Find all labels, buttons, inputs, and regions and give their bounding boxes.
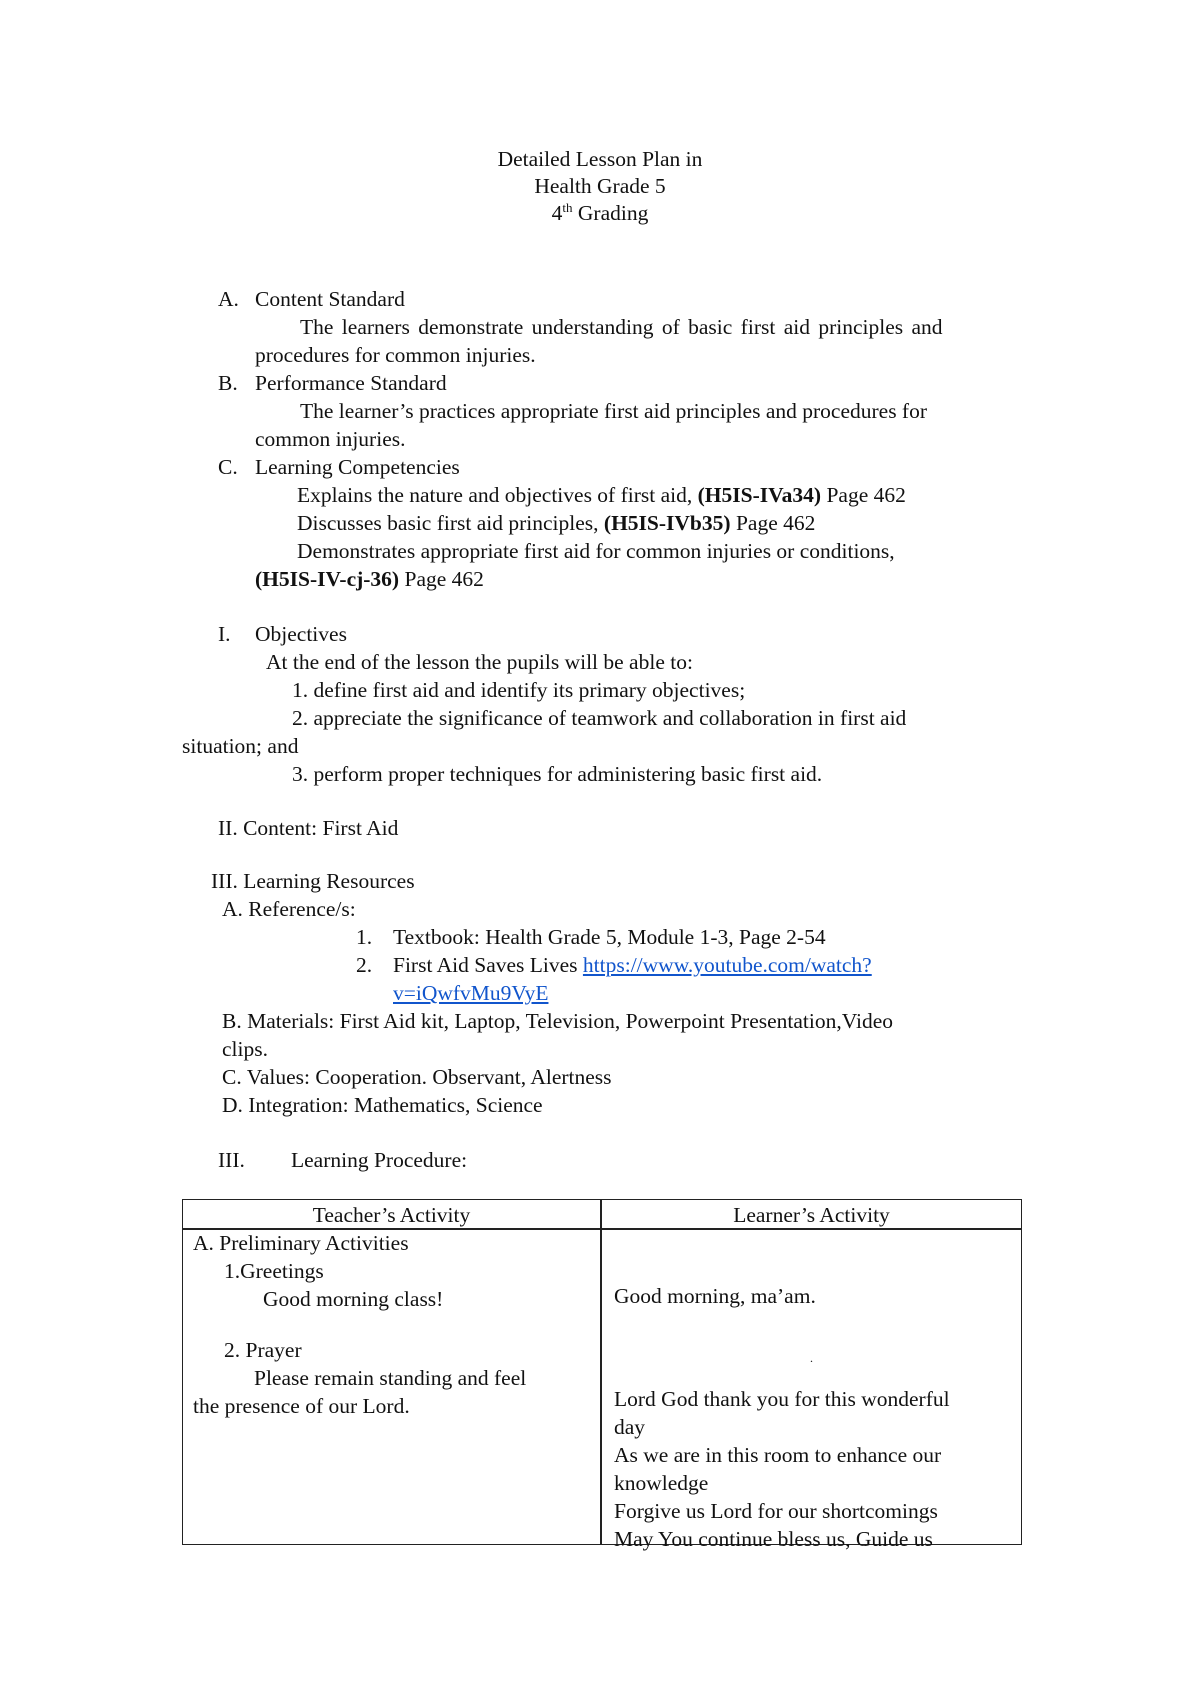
competency-3-page: Page 462	[399, 567, 484, 591]
resources-title: III. Learning Resources	[211, 869, 415, 893]
teacher-prayer-text-1: Please remain standing and feel	[254, 1366, 527, 1390]
competency-1-text: Explains the nature and objectives of first aid,	[297, 483, 698, 507]
competency-1-page: Page 462	[821, 483, 906, 507]
objective-item-2b: situation; and	[182, 734, 299, 758]
grading-word: Grading	[572, 201, 649, 225]
competency-1-code: (H5IS-IVa34)	[697, 483, 822, 507]
learner-greeting: Good morning, ma’am.	[614, 1284, 816, 1308]
std-b-text-1: The learner’s practices appropriate first aid principles and procedures for	[300, 399, 928, 423]
std-b-letter: B.	[218, 371, 238, 395]
objective-item-1: 1. define first aid and identify its primary objectives;	[292, 678, 746, 702]
learner-prayer-1: Lord God thank you for this wonderful	[614, 1387, 950, 1411]
competency-2-code: (H5IS-IVb35)	[603, 511, 731, 535]
reference-1-num: 1.	[356, 925, 373, 949]
youtube-link-continued[interactable]: v=iQwfvMu9VyE	[393, 981, 549, 1005]
competency-3-text: Demonstrates appropriate first aid for common injuries or conditions,	[297, 539, 895, 563]
learner-stray-dot: .	[810, 1351, 813, 1365]
competency-3-ref	[255, 569, 484, 591]
table-header-teacher: Teacher’s Activity	[312, 1203, 471, 1227]
std-b-text-2: common injuries.	[255, 427, 406, 451]
teacher-prayer-text-2: the presence of our Lord.	[193, 1394, 410, 1418]
competency-2-page: Page 462	[730, 511, 816, 535]
std-c-letter: C.	[218, 455, 238, 479]
competency-3-code: (H5IS-IV-cj-36)	[255, 567, 400, 591]
doc-title-line2: Health Grade 5	[534, 174, 666, 198]
learner-prayer-3: As we are in this room to enhance our	[614, 1443, 942, 1467]
objectives-numeral: I.	[218, 622, 231, 646]
std-a-text-1: The learners demonstrate understanding of basic first aid principles and	[300, 315, 943, 339]
grading-number: 4	[551, 201, 563, 225]
teacher-prelim: A. Preliminary Activities	[193, 1231, 409, 1255]
procedure-numeral: III.	[218, 1148, 245, 1172]
teacher-greeting-text: Good morning class!	[263, 1287, 444, 1311]
competency-2	[297, 513, 815, 535]
learner-prayer-4: knowledge	[614, 1471, 709, 1495]
table-header-learner: Learner’s Activity	[733, 1203, 890, 1227]
materials-line-1: B. Materials: First Aid kit, Laptop, Television, Powerpoint Presentation,Video	[222, 1009, 894, 1033]
std-b-title: Performance Standard	[255, 371, 447, 395]
objective-item-3: 3. perform proper techniques for administering basic first aid.	[292, 762, 823, 786]
std-c-title: Learning Competencies	[255, 455, 460, 479]
objectives-intro: At the end of the lesson the pupils will be able to:	[266, 650, 693, 674]
learner-prayer-6: May You continue bless us, Guide us	[614, 1527, 933, 1551]
std-a-letter: A.	[218, 287, 239, 311]
doc-title-line1: Detailed Lesson Plan in	[497, 147, 703, 171]
table-header-divider	[182, 1228, 1022, 1230]
teacher-greeting-title: 1.Greetings	[224, 1259, 324, 1283]
procedure-title: Learning Procedure:	[291, 1148, 468, 1172]
table-column-divider	[600, 1199, 602, 1545]
reference-1-text: Textbook: Health Grade 5, Module 1-3, Page 2-54	[393, 925, 826, 949]
youtube-link[interactable]: https://www.youtube.com/watch?	[582, 953, 872, 977]
objective-item-2a: 2. appreciate the significance of teamwork and collaboration in first aid	[292, 706, 907, 730]
reference-title: A. Reference/s:	[222, 897, 356, 921]
competency-1	[297, 485, 906, 507]
reference-2-num: 2.	[356, 953, 373, 977]
learner-prayer-5: Forgive us Lord for our shortcomings	[614, 1499, 938, 1523]
teacher-prayer-title: 2. Prayer	[224, 1338, 302, 1362]
competency-2-text: Discusses basic first aid principles,	[297, 511, 604, 535]
std-a-text-2: procedures for common injuries.	[255, 343, 536, 367]
values-line: C. Values: Cooperation. Observant, Alertness	[222, 1065, 612, 1089]
materials-line-2: clips.	[222, 1037, 268, 1061]
reference-2-link-cont	[393, 983, 548, 1005]
content-line: II. Content: First Aid	[218, 816, 399, 840]
grading-superscript: th	[562, 199, 573, 215]
reference-2	[393, 955, 872, 977]
learner-prayer-2: day	[614, 1415, 646, 1439]
integration-line: D. Integration: Mathematics, Science	[222, 1093, 543, 1117]
objectives-title: Objectives	[255, 622, 347, 646]
reference-2-text: First Aid Saves Lives	[393, 953, 583, 977]
std-a-title: Content Standard	[255, 287, 405, 311]
doc-title-grading	[0, 199, 1200, 225]
